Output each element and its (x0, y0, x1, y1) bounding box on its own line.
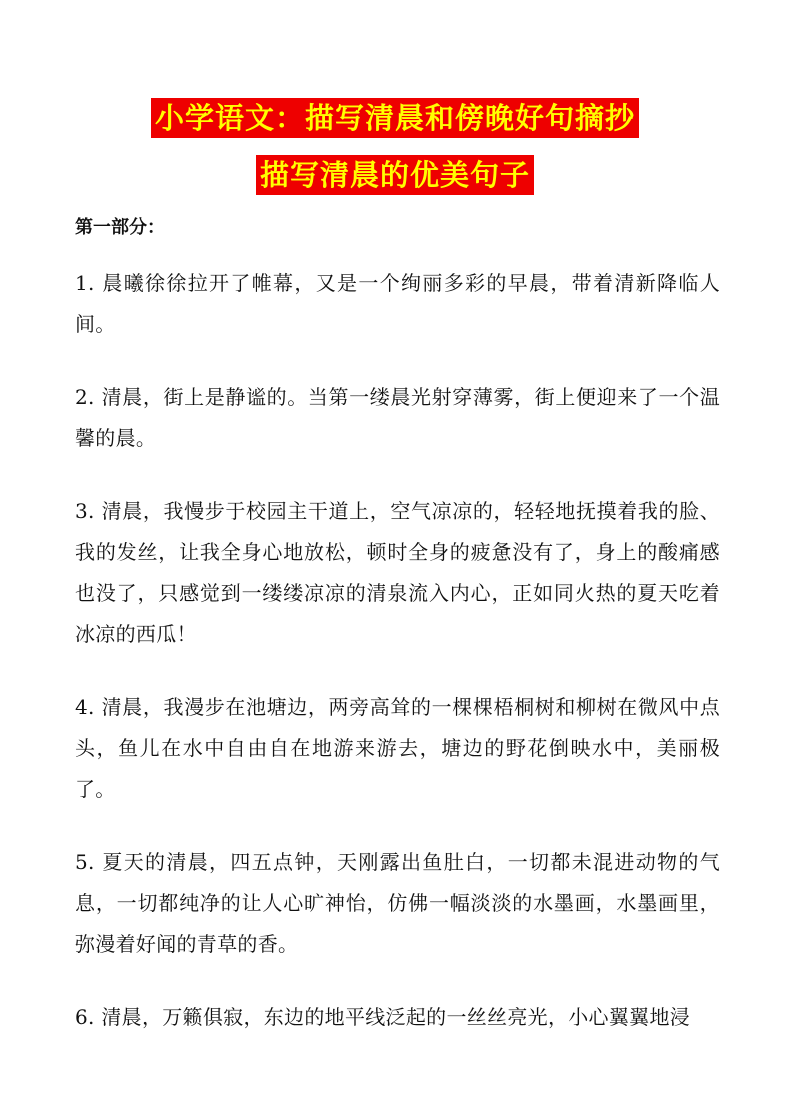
sentence-item-6: 6. 清晨，万籁俱寂，东边的地平线泛起的一丝丝亮光，小心翼翼地浸 (75, 1005, 691, 1029)
sentence-item-3: 3. 清晨，我慢步于校园主干道上，空气凉凉的，轻轻地抚摸着我的脸、我的发丝，让我全身心地放松，顿时全身的疲惫没有了，身上的酸痛感也没了，只感觉到一缕缕凉凉的清泉流入内心，正如同火热的夏天吃着冰凉的西瓜！ (75, 499, 720, 646)
sentence-item-5: 5. 夏天的清晨，四五点钟，天刚露出鱼肚白，一切都未混进动物的气息，一切都纯净的让人心旷神怡，仿佛一幅淡淡的水墨画，水墨画里，弥漫着好闻的青草的香。 (75, 850, 720, 956)
section-label: 第一部分： (75, 217, 165, 238)
sub-title-container (0, 155, 790, 195)
sentence-item-2: 2. 清晨，街上是静谧的。当第一缕晨光射穿薄雾，街上便迎来了一个温馨的晨。 (75, 385, 720, 450)
sentence-list (75, 263, 720, 1070)
sentence-item-4: 4. 清晨，我漫步在池塘边，两旁高耸的一棵棵梧桐树和柳树在微风中点头，鱼儿在水中自由自在地游来游去，塘边的野花倒映水中，美丽极了。 (75, 695, 720, 801)
sub-title: 描写清晨的优美句子 (256, 155, 534, 195)
sentence-item-1: 1. 晨曦徐徐拉开了帷幕，又是一个绚丽多彩的早晨，带着清新降临人间。 (75, 271, 720, 336)
main-title-container (0, 98, 790, 138)
main-title: 小学语文：描写清晨和傍晚好句摘抄 (151, 98, 639, 138)
